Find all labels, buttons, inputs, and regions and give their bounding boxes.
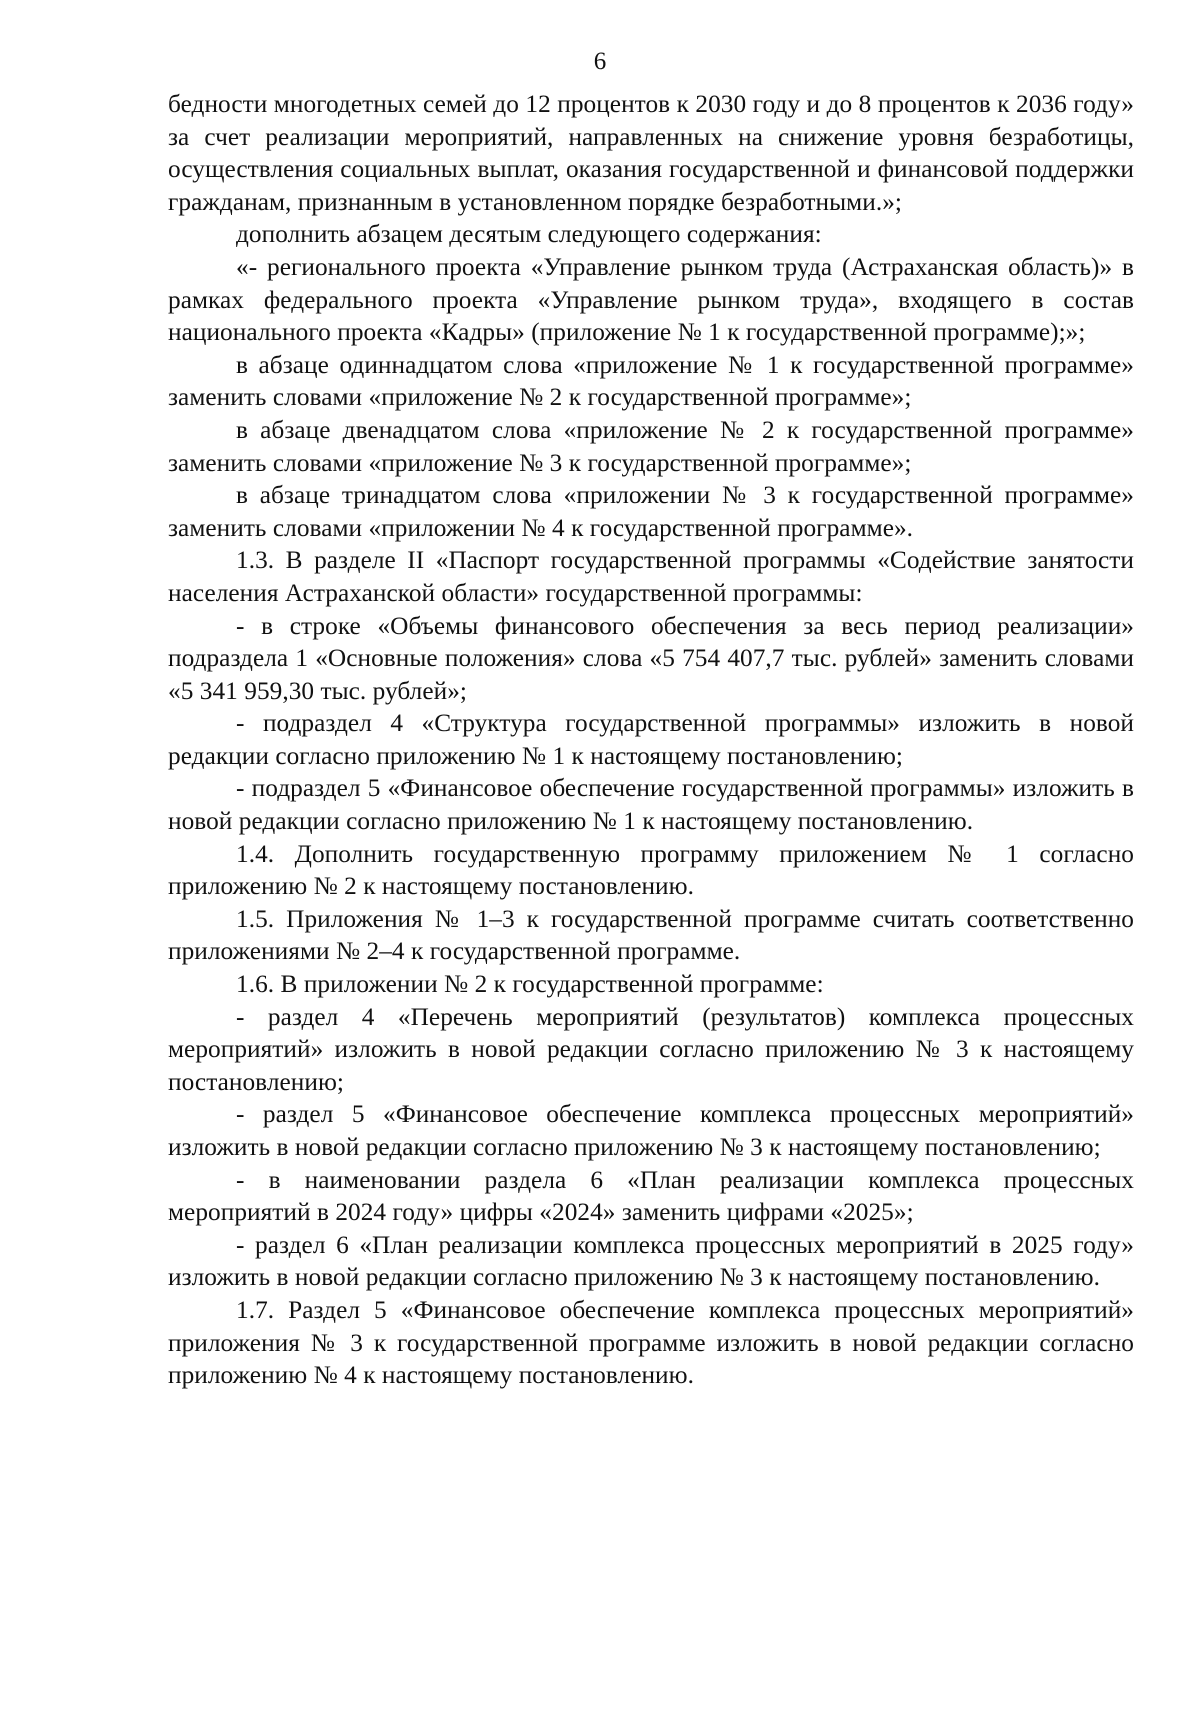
paragraph: - подраздел 4 «Структура государственной программы» изложить в новой редакции согласно приложению № 1 к настоящему постановлению;	[168, 709, 1134, 770]
paragraph: - в наименовании раздела 6 «План реализации комплекса процессных мероприятий в 2024 году» цифры «2024» заменить цифрами «2025»;	[168, 1165, 1134, 1227]
document-body	[168, 88, 1134, 1392]
paragraph: дополнить абзацем десятым следующего содержания:	[236, 220, 822, 249]
paragraph: - раздел 4 «Перечень мероприятий (результатов) комплекса процессных мероприятий» изложить в новой редакции согласно приложению № 3 к настоящему постановлению;	[168, 1002, 1134, 1096]
paragraph: - подраздел 5 «Финансовое обеспечение государственной программы» изложить в новой редакции согласно приложению № 1 к настоящему постановлению.	[168, 774, 1134, 836]
paragraph: 1.7. Раздел 5 «Финансовое обеспечение комплекса процессных мероприятий» приложения № 3 к государственной программе изложить в новой редакции согласно приложению № 4 к настоящему постановлению.	[168, 1295, 1134, 1390]
paragraph: - в строке «Объемы финансового обеспечения за весь период реализации» подраздела 1 «Основные положения» слова «5 754 407,7 тыс. рублей» заменить словами «5 341 959,30 тыс. рублей»;	[168, 611, 1134, 705]
paragraph: бедности многодетных семей до 12 процентов к 2030 году и до 8 процентов к 2036 году» за счет реализации мероприятий, направленных на снижение уровня безработицы, осуществления социальных выплат, оказания государственной и финансовой поддержки гражданам, признанным в установленном порядке безработными.»;	[168, 90, 1134, 216]
paragraph: в абзаце двенадцатом слова «приложение № 2 к государственной программе» заменить словами «приложение № 3 к государственной программе»;	[168, 415, 1134, 477]
paragraph: в абзаце тринадцатом слова «приложении № 3 к государственной программе» заменить словами «приложении № 4 к государственной программе».	[168, 481, 1134, 542]
paragraph: 1.4. Дополнить государственную программу приложением № 1 согласно приложению № 2 к настоящему постановлению.	[168, 839, 1134, 901]
paragraph: в абзаце одиннадцатом слова «приложение № 1 к государственной программе» заменить словами «приложение № 2 к государственной программе»;	[168, 350, 1134, 412]
paragraph: 1.5. Приложения № 1–3 к государственной программе считать соответственно приложениями № 2–4 к государственной программе.	[168, 904, 1134, 966]
paragraph: - раздел 6 «План реализации комплекса процессных мероприятий в 2025 году» изложить в новой редакции согласно приложению № 3 к настоящему постановлению.	[168, 1230, 1134, 1292]
paragraph: 1.6. В приложении № 2 к государственной программе:	[236, 970, 824, 999]
paragraph: «- регионального проекта «Управление рынком труда (Астраханская область)» в рамках федерального проекта «Управление рынком труда», входящего в состав национального проекта «Кадры» (приложение № 1 к государственной программе);»;	[168, 252, 1134, 347]
paragraph: - раздел 5 «Финансовое обеспечение комплекса процессных мероприятий» изложить в новой редакции согласно приложению № 3 к настоящему постановлению;	[168, 1100, 1134, 1161]
page-number: 6	[593, 48, 607, 75]
paragraph: 1.3. В разделе II «Паспорт государственной программы «Содействие занятости населения Астраханской области» государственной программы:	[168, 546, 1134, 607]
